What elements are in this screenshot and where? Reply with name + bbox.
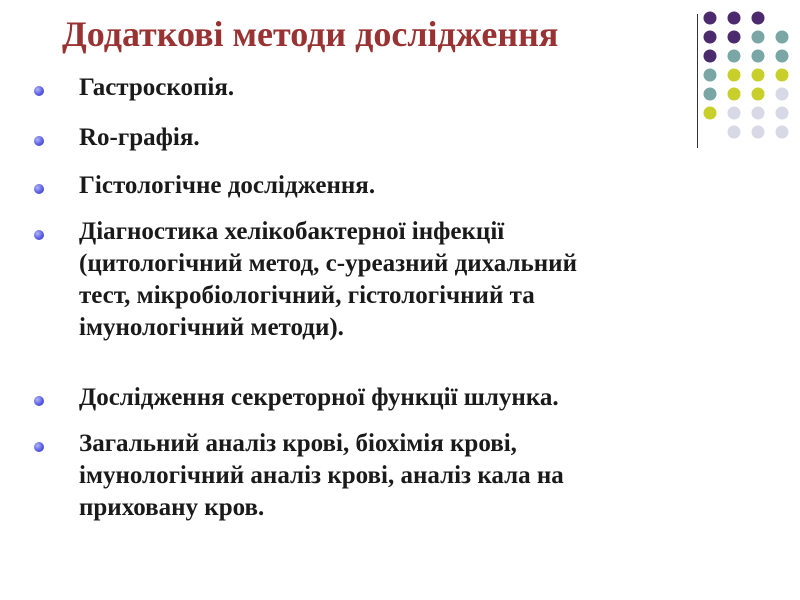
decorative-dot xyxy=(728,12,741,25)
bullet-text-line: приховану кров. xyxy=(79,494,265,521)
decorative-dot xyxy=(752,107,765,120)
decorative-dot xyxy=(704,107,717,120)
decorative-dot xyxy=(752,31,765,44)
decorative-dot xyxy=(776,126,789,139)
bullet-text-line: тест, мікробіологічний, гістологічний та xyxy=(79,282,535,309)
decorative-dot xyxy=(728,50,741,63)
bullet-text-line: Гістологічне дослідження. xyxy=(79,172,376,199)
decorative-dot xyxy=(752,69,765,82)
bullet-text-line: імунологічний аналіз крові, аналіз кала на xyxy=(79,462,564,489)
decorative-dot xyxy=(728,31,741,44)
decorative-dot xyxy=(728,107,741,120)
bullet-text-line: Ro-графія. xyxy=(79,124,200,151)
bullet-text-line: Діагностика хелікобактерної інфекції xyxy=(79,218,505,245)
decorative-dot xyxy=(704,12,717,25)
bullet-icon xyxy=(34,396,44,406)
bullet-icon xyxy=(34,442,44,452)
bullet-icon xyxy=(34,86,44,96)
decorative-dot xyxy=(704,31,717,44)
decorative-dot xyxy=(752,50,765,63)
decorative-dot xyxy=(776,88,789,101)
decorative-dot xyxy=(752,88,765,101)
bullet-text-line: імунологічний методи). xyxy=(79,314,344,341)
decorative-dot xyxy=(776,31,789,44)
bullet-text-line: Дослідження секреторної функції шлунка. xyxy=(79,384,559,411)
decorative-dot xyxy=(704,50,717,63)
decorative-dot xyxy=(752,12,765,25)
bullet-icon xyxy=(34,184,44,194)
decorative-dot xyxy=(776,69,789,82)
slide-title: Додаткові методи дослідження xyxy=(62,14,559,54)
decorative-dot xyxy=(776,50,789,63)
bullet-icon xyxy=(34,136,44,146)
decorative-dot xyxy=(776,107,789,120)
bullet-text-line: Загальний аналіз крові, біохімія крові, xyxy=(79,430,517,457)
bullet-text-line: Гастроскопія. xyxy=(79,74,235,101)
bullet-text-line: (цитологічний метод, с-уреазний дихальний xyxy=(79,250,577,277)
bullet-icon xyxy=(34,230,44,240)
decorative-dot xyxy=(752,126,765,139)
